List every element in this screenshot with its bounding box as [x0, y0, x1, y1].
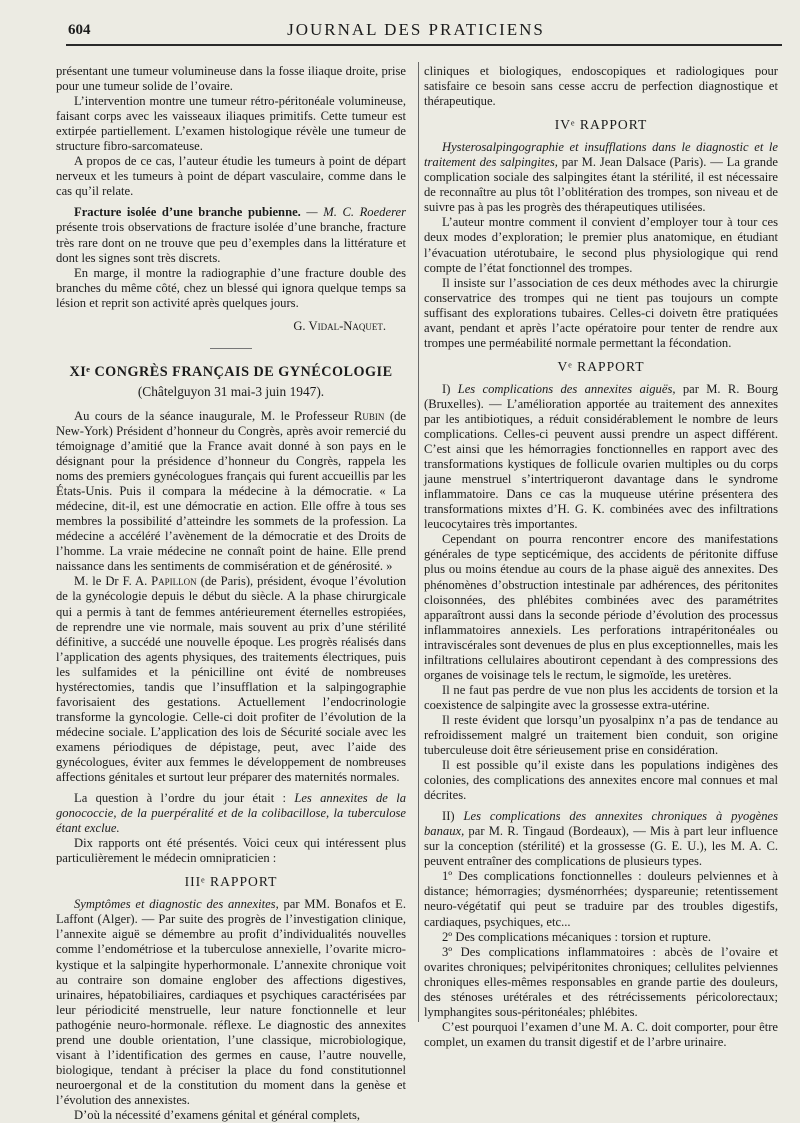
paragraph: Il ne faut pas perdre de vue non plus les accidents de torsion et la coexistence de salpingite avec la grossesse extra-utérine.	[424, 682, 778, 712]
text-run: La question à l’ordre du jour était :	[74, 791, 295, 806]
text-run: Au cours de la séance inaugurale, M. le Professeur	[74, 408, 354, 423]
paragraph: Cependant on pourra rencontrer encore des manifestations générales de type septicémique, des accidents de péritonite diffuse plus ou moins étendue au cours de la phase aiguë des annexites. Des phénomènes d’obstruction intestinale par adhérences, des péritonites cloisonnées, des phlébites combinées avec des paramétrites apparaîtront aussi dans la seconde période d’évolution des processus inflammatoires annexiels. Les perforations intrapéritonéales ou intraviscérales sont devenues de plus en plus exceptionnelles, mais les infiltrations cellulaires aboutiront cependant à des compressions des organes de voisinage tels le rectum, le sigmoïde, les uretères.	[424, 532, 778, 682]
paragraph	[424, 809, 778, 869]
report-title: Hysterosalpingographie et insufflations dans le diagnostic et le traitement des salpingites,	[424, 140, 778, 170]
page-number: 604	[68, 22, 91, 38]
paragraph: Il insiste sur l’association de ces deux méthodes avec la chirurgie conservatrice des trompes qui ne tient pas toujours un compte suffisant des explorations tubaires. Celles-ci doivetn être pratiquées avant, pendant et après l’acte opératoire pour tenter de rendre aux trompes une perméabilité normale permettant la fécondation.	[424, 275, 778, 350]
paragraph	[56, 409, 406, 575]
text-run: M. le Dr F. A.	[74, 574, 152, 589]
text-run: (de Paris), président, évoque l’évolution de la gynécologie depuis le début du siècle. A la phase chirurgicale qui a permis à tant de femmes antérieurement éternelles estropiées, de reprendre une vie normale, mais souvent au prix d’une stérilité définitive, a succédé une nouvelle époque. Les progrès réalisés dans l’application des agents physiques, des traitements électriques, puis les sulfamides et la pénicilline ont évité de nombreuses hystérectomies, tandis que l’insufflation et la salpingographie favorisaient des gestations. Actuellement l’endocrinologie transforme la gyncologie. Celle-ci doit profiter de l’évolution de la médecine sociale. L’application des lois de Sécurité sociale avec les examens périodiques de dépistage, peut, avec l’aide des gynécologues, éviter aux femmes le développement de nombreuses affections génitales et surtout leur préparer des maternités normales.	[56, 574, 406, 785]
fracture-heading: Fracture isolée d’une branche pubienne.	[74, 205, 301, 220]
header-rule	[66, 44, 782, 46]
paragraph: D’où la nécessité d’examens génital et général complets,	[74, 1108, 361, 1122]
paragraph: En marge, il montre la radiographie d’une fracture double des branches du même côté, chez un blessé qui ignora quelque temps sa lésion et reprit son activité après quelques jours.	[56, 265, 406, 310]
person-name: Rubin	[353, 408, 385, 423]
paragraph	[56, 574, 406, 785]
section-divider	[210, 348, 252, 349]
fracture-author: — M. C. Roederer	[306, 205, 406, 220]
page-header	[66, 18, 766, 44]
paragraph: cliniques et biologiques, endoscopiques et radiologiques pour satisfaire ce besoin sans cesse accru de perfection diagnostique et thérapeutique.	[424, 64, 778, 109]
paragraph: Il reste évident que lorsqu’un pyosalpinx n’a pas de tendance au refroidissement malgré un traitement bien conduit, son origine tuberculeuse doit être sérieusement prise en considération.	[424, 712, 778, 758]
text-run: II)	[442, 809, 464, 824]
paragraph	[424, 382, 778, 532]
report-title: Les complications des annexites aiguës,	[457, 381, 676, 396]
text-run: par M. R. Tingaud (Bordeaux), — Mis à part leur influence sur la conception (stérilité) et la grossesse (G. E. U.), les M. A. C. peuvent entraîner des complications de plusieurs types.	[424, 824, 778, 869]
text-run: I)	[442, 381, 458, 396]
text-run: par M. R. Bourg (Bruxelles). — L’amélioration apportée au traitement des annexites par les antibiotiques, a réduit considérablement le nombre de leurs complications. Celles-ci peuvent aussi prendre un aspect différent. C’est ainsi que les hémorragies fonctionnelles en rapport avec des transformations kystiques de follicule ovarien multiples ou du corps jaune menstruel s’intertriqueront davantage dans le syndrome inflammatoire. Dans ce cas la muqueuse utérine présentera des transformations mixtes d’H. G. K. combinées avec des infiltrations leucocytaires très importantes.	[424, 381, 778, 532]
text-run: par MM. Bonafos et E. Laffont (Alger). — Par suite des progrès de l’investigation clinique, l’annexite aiguë se démembre au profit d’individualités nouvelles comme l’endométriose et la tuberculose annexielle, l’ovarite micro-kystique et la salpingite hyperhormonale. L’annexite chronique voit au contraire son domaine englober des affections digestives, urinaires, hépatobiliaires, cardiaques et psychiques caractérisées par leur périodicité menstruelle, leur nature fonctionnelle et leur pathogénie neuro-hormonale. réflexe. Le diagnostic des annexites prend une double orientation, l’une classique, microbiologique, visant à l’identification des germes en cause, l’autre nouvelle, biologique, tendant à préciser la place du fond constitutionnel neuroergonal et de la constitution du moment dans la genèse et l’évolution des annexistes.	[56, 897, 406, 1107]
paragraph: 1º Des complications fonctionnelles : douleurs pelviennes et à distance; hémorragies; dysménorrhées; dyspareunie; retentissement neuro-végétatif qui peut se traduire par des troubles digestifs, cardiaques, psychiques, etc...	[424, 869, 778, 929]
column-divider	[418, 62, 419, 1022]
right-column	[424, 64, 778, 1050]
fracture-text: présente trois observations de fracture isolée d’une branche, fracture très rare dont on ne trouve que peu d’exemples dans la littérature et dont les signes sont très discrets.	[56, 220, 406, 265]
section-subtitle: (Châtelguyon 31 mai-3 juin 1947).	[137, 383, 325, 399]
paragraph: L’intervention montre une tumeur rétro-péritonéale volumineuse, faisant corps avec les vaisseaux iliaques primitifs. Cette tumeur est extirpée partiellement. L’examen histologique révèle une tumeur de structure fibro-sarcomateuse.	[56, 94, 406, 154]
paragraph: L’auteur montre comment il convient d’employer tour à tour ces deux modes d’exploration; le premier plus anatomique, en étudiant l’évacuation utérotubaire, le second plus physiologique qui rend compte de l’état fonctionnel des trompes.	[424, 215, 778, 275]
author-signature: G. Vidal-Naquet.	[293, 318, 386, 333]
text-run: par M. Jean Dalsace (Paris). — La grande complication sociale des salpingites étant la stérilité, il est nécessaire de reconnaître au plus tôt l’oblitération des trompes, son niveau et de suivre pas à pas les progrès des thérapeutiques utilisées.	[424, 155, 778, 215]
rapport-title: IIIᵉ RAPPORT	[184, 874, 278, 890]
rapport-title: Vᵉ RAPPORT	[557, 358, 645, 374]
paragraph	[424, 140, 778, 215]
paragraph: 3º Des complications inflammatoires : abcès de l’ovaire et ovarites chroniques; pelvipéritonites chroniques; cellulites pelviennes chroniques elles-mêmes responsables en grande partie des douleurs, des sténoses urétérales et des rétrécissements péricolorectaux; lymphangites sous-péritonéales; phlébites.	[424, 944, 778, 1019]
paragraph	[56, 897, 406, 1108]
report-title: Symptômes et diagnostic des annexites,	[74, 897, 279, 912]
paragraph	[56, 791, 406, 836]
text-run: (de New-York) Président d’honneur du Congrès, après avoir remercié du témoignage d’amitié que la France avait donné à son pays en le désignant pour la présidence d’honneur du Congrès, rappela les noms des premiers gynécologues français qui furent accueillis par les États-Unis. Puis il compara la médecine à la démocratie. « La médecine, dit-il, est une démocratie en action. Elle offre à tous ses membres la possibilité d’atteindre les sommets de la profession. La médecine a accéléré l’avènement de la démocratie et des Droits de l’homme. La vraie médecine ne connaît point de haine. Elle prend naissance dans les sentiments de commisération et de générosité. »	[56, 408, 406, 574]
topic-title: Les annexites de la gonococcie, de la puerpéralité et de la colibacillose, la tuberculose étant exclue.	[56, 791, 406, 836]
paragraph: présentant une tumeur volumineuse dans la fosse iliaque droite, prise pour une tumeur solide de l’ovaire.	[56, 64, 406, 94]
paragraph: C’est pourquoi l’examen d’une M. A. C. doit comporter, pour être complet, un examen du transit digestif et de l’arbre urinaire.	[424, 1019, 778, 1049]
left-column	[56, 64, 406, 1123]
person-name: Papillon	[151, 574, 197, 589]
paragraph: Dix rapports ont été présentés. Voici ceux qui intéressent plus particulièrement le médecin omnipraticien :	[56, 836, 406, 866]
paragraph: A propos de ce cas, l’auteur étudie les tumeurs à point de départ nerveux et les tumeurs à point de départ vasculaire, comme dans le cas qu’il relate.	[56, 154, 406, 199]
paragraph: Il est possible qu’il existe dans les populations indigènes des colonies, des complications des annexites encore mal connues et mal décrites.	[424, 758, 778, 803]
section-title: XIᵉ CONGRÈS FRANÇAIS DE GYNÉCOLOGIE	[69, 363, 393, 380]
journal-title: JOURNAL DES PRATICIENS	[287, 20, 545, 39]
report-title: Les complications des annexites chroniques à pyogènes banaux,	[424, 809, 778, 839]
rapport-title: IVᵉ RAPPORT	[554, 117, 648, 133]
fracture-paragraph	[56, 205, 406, 265]
paragraph: 2º Des complications mécaniques : torsion et rupture.	[442, 929, 712, 944]
